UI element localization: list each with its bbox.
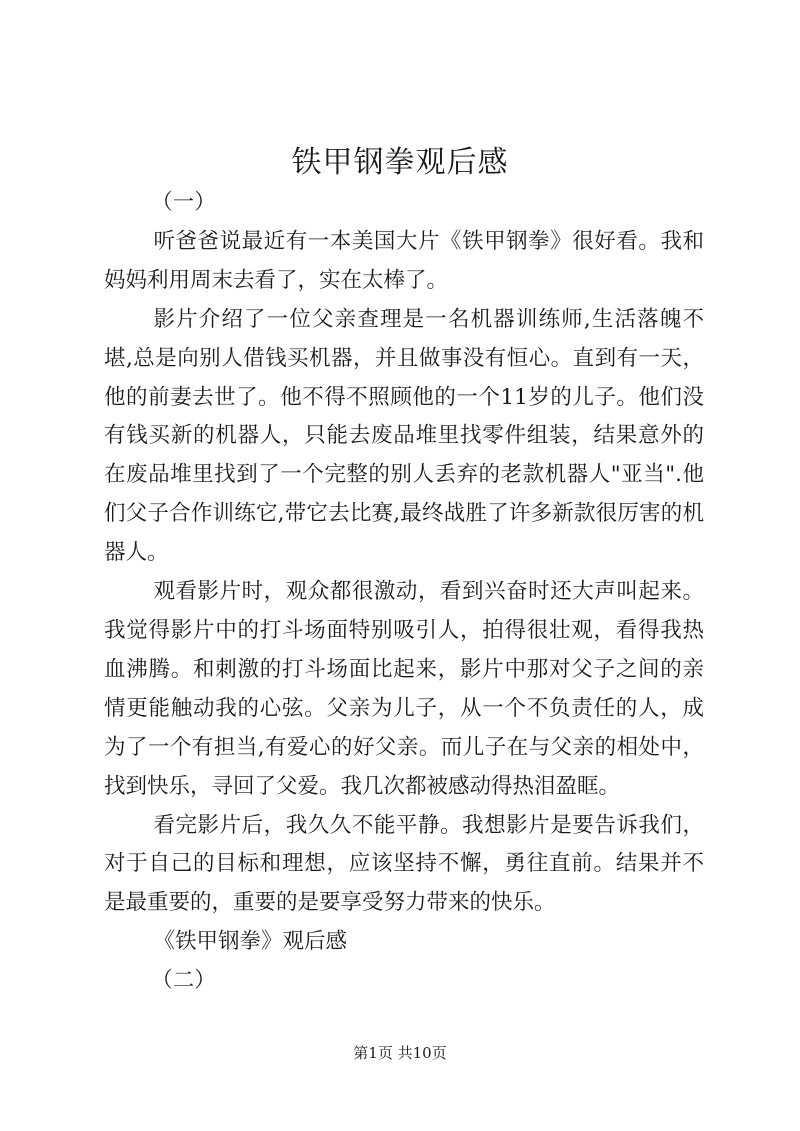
page-number: 第1页	[353, 1044, 393, 1062]
document-body	[104, 184, 704, 1001]
document-title: 铁甲钢拳观后感	[291, 145, 509, 180]
page-total: 共10页	[397, 1044, 447, 1062]
paragraph-2: 影片介绍了一位父亲查理是一名机器训练师,生活落魄不堪,总是向别人借钱买机器，并且做事没有恒心。直到有一天，他的前妻去世了。他不得不照顾他的一个11岁的儿子。他们没有钱买新的机器人，只能去废品堆里找零件组装，结果意外的在废品堆里找到了一个完整的别人丢弃的老款机器人"亚当".他们父子合作训练它,带它去比赛,最终战胜了许多新款很厉害的机器人。	[104, 306, 704, 566]
paragraph-1: 听爸爸说最近有一本美国大片《铁甲钢拳》很好看。我和妈妈利用周末去看了，实在太棒了。	[104, 228, 704, 293]
sub-title: 《铁甲钢拳》观后感	[153, 929, 347, 955]
section-marker-2: （二）	[151, 968, 216, 994]
paragraph-3: 观看影片时，观众都很激动，看到兴奋时还大声叫起来。我觉得影片中的打斗场面特别吸引人，拍得很壮观，看得我热血沸腾。和刺激的打斗场面比起来，影片中那对父子之间的亲情更能触动我的心弦。父亲为儿子，从一个不负责任的人，成为了一个有担当,有爱心的好父亲。而儿子在与父亲的相处中，找到快乐，寻回了父爱。我几次都被感动得热泪盈眶。	[104, 579, 704, 799]
paragraph-4: 看完影片后，我久久不能平静。我想影片是要告诉我们，对于自己的目标和理想，应该坚持不懈，勇往直前。结果并不是最重要的，重要的是要享受努力带来的快乐。	[104, 812, 704, 916]
section-marker-1: （一）	[151, 190, 216, 215]
page-footer	[0, 1043, 800, 1063]
